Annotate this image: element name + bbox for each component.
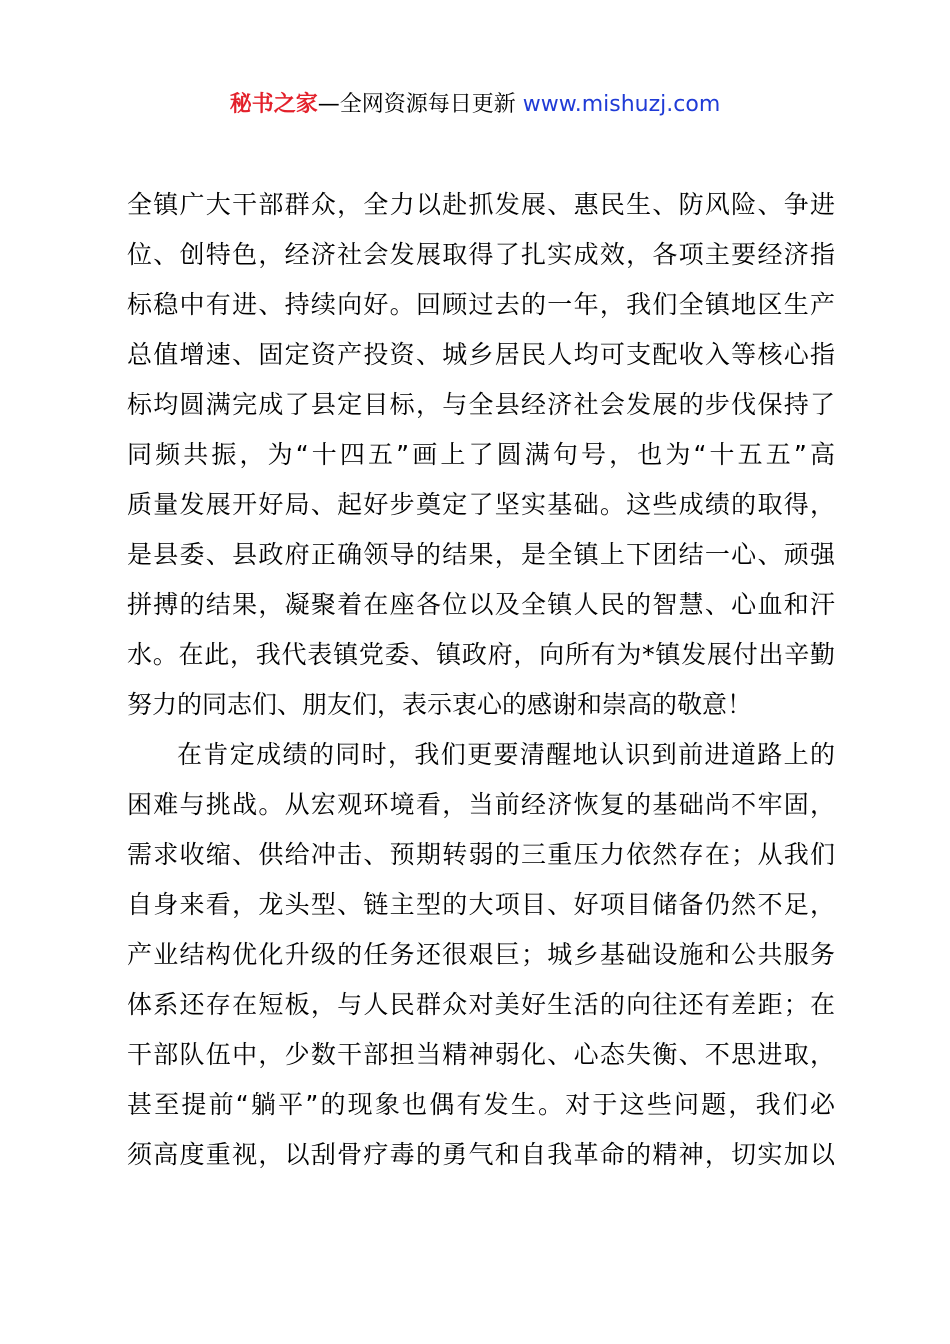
text-line: 全镇广大干部群众，全力以赴抓发展、惠民生、防风险、争进: [127, 190, 835, 219]
text-line: 干部队伍中，少数干部担当精神弱化、心态失衡、不思进取，: [127, 1040, 835, 1069]
document-body: [127, 180, 835, 1180]
text-line: 标均圆满完成了县定目标，与全县经济社会发展的步伐保持了: [127, 390, 835, 419]
header-tagline: —全网资源每日更新: [317, 92, 523, 117]
text-line: 产业结构优化升级的任务还很艰巨；城乡基础设施和公共服务: [127, 940, 835, 969]
text-line: 体系还存在短板，与人民群众对美好生活的向往还有差距；在: [127, 990, 835, 1019]
text-line: 拼搏的结果，凝聚着在座各位以及全镇人民的智慧、心血和汗: [127, 590, 835, 619]
text-line: 标稳中有进、持续向好。回顾过去的一年，我们全镇地区生产: [127, 290, 835, 319]
text-line: 总值增速、固定资产投资、城乡居民人均可支配收入等核心指: [127, 340, 835, 369]
text-line: 位、创特色，经济社会发展取得了扎实成效，各项主要经济指: [127, 240, 835, 269]
paragraph-2: [127, 730, 835, 1180]
header-url[interactable]: www.mishuzj.com: [522, 92, 721, 117]
brand-name: 秘书之家: [229, 92, 318, 117]
text-line: 是县委、县政府正确领导的结果，是全镇上下团结一心、顽强: [127, 540, 835, 569]
text-line: 甚至提前“躺平”的现象也偶有发生。对于这些问题，我们必: [127, 1090, 835, 1119]
text-line: 自身来看，龙头型、链主型的大项目、好项目储备仍然不足，: [127, 890, 835, 919]
text-line: 努力的同志们、朋友们，表示衷心的感谢和崇高的敬意！: [127, 690, 753, 719]
text-line: 困难与挑战。从宏观环境看，当前经济恢复的基础尚不牢固，: [127, 790, 835, 819]
paragraph-1: [127, 180, 835, 730]
text-line: 同频共振，为“十四五”画上了圆满句号，也为“十五五”高: [127, 440, 835, 469]
text-line: 在肯定成绩的同时，我们更要清醒地认识到前进道路上的: [177, 740, 835, 769]
text-line: 质量发展开好局、起好步奠定了坚实基础。这些成绩的取得，: [127, 490, 835, 519]
text-line: 水。在此，我代表镇党委、镇政府，向所有为*镇发展付出辛勤: [127, 640, 835, 669]
text-line: 须高度重视，以刮骨疗毒的勇气和自我革命的精神，切实加以: [127, 1140, 835, 1169]
text-line: 需求收缩、供给冲击、预期转弱的三重压力依然存在；从我们: [127, 840, 835, 869]
page-header: [0, 88, 950, 122]
